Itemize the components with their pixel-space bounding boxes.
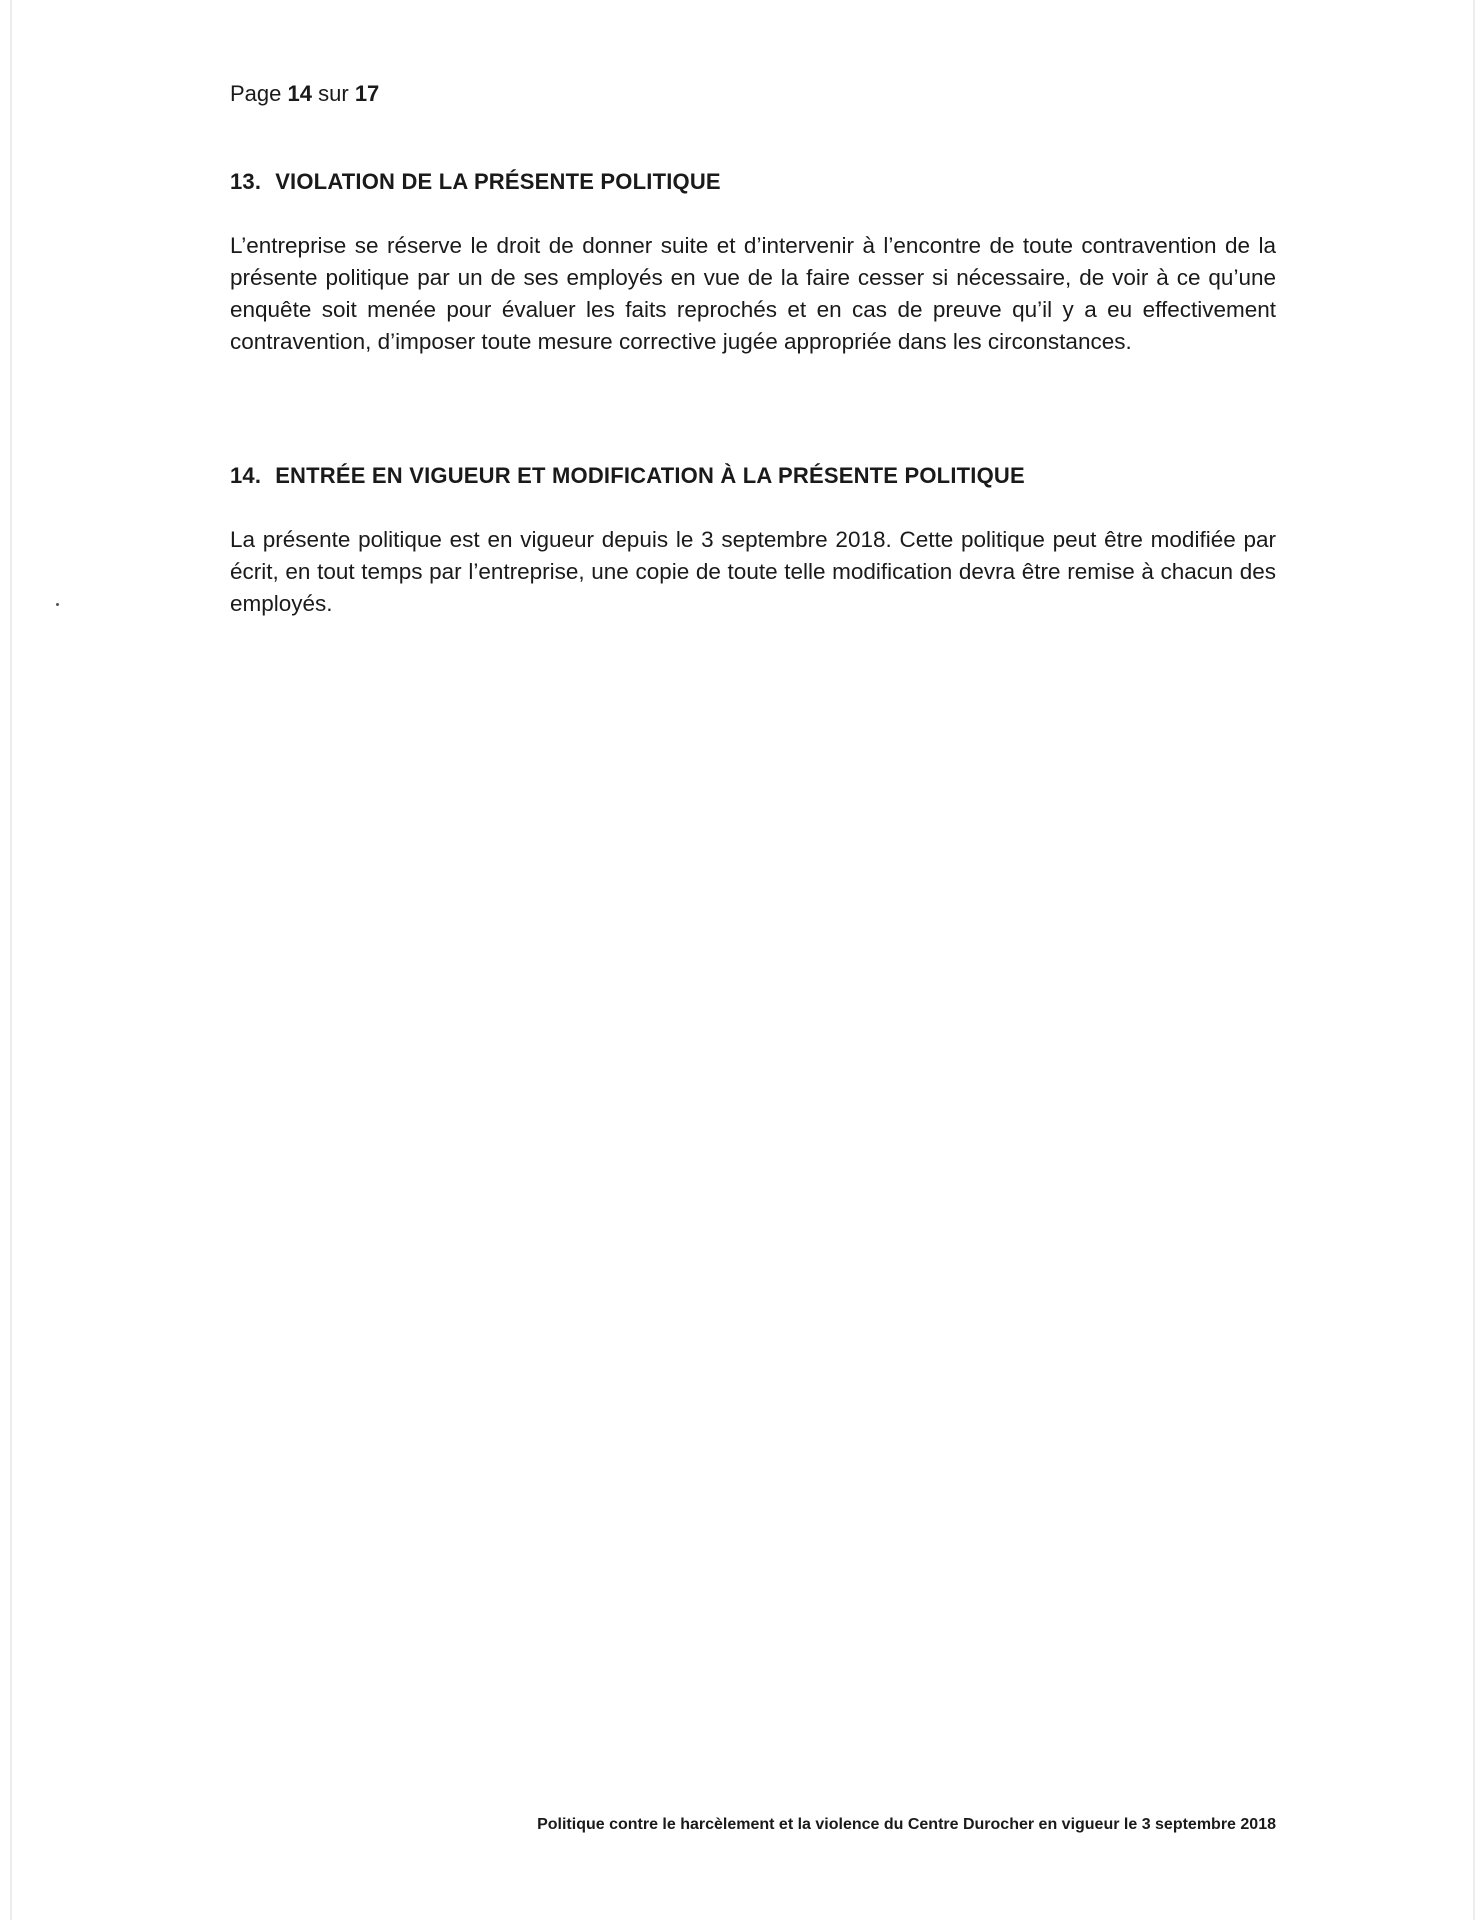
section-body: L’entreprise se réserve le droit de donner suite et d’intervenir à l’encontre de toute contravention de la présente politique par un de ses employés en vue de la faire cesser si nécessaire, de voir à ce qu’une enquête soit menée pour évaluer les faits reprochés et en cas de preuve qu’il y a eu effectivement contravention, d’imposer toute mesure corrective jugée appropriée dans les circonstances. [230,233,1276,354]
page-prefix: Page [230,81,282,106]
section-number: 14. [230,463,262,488]
section-heading [230,462,1276,490]
page-footer: Politique contre le harcèlement et la violence du Centre Durocher en vigueur le 3 septembre 2018 [537,1816,1276,1833]
section-number: 13. [230,169,262,194]
scan-speck [56,603,59,606]
section-body: La présente politique est en vigueur depuis le 3 septembre 2018. Cette politique peut être modifiée par écrit, en tout temps par l’entreprise, une copie de toute telle modification devra être remise à chacun des employés. [230,527,1276,616]
page-separator: sur [318,81,349,106]
section-title: ENTRÉE EN VIGUEUR ET MODIFICATION À LA PRÉSENTE POLITIQUE [275,463,1025,488]
page-edge-right [1473,0,1475,1920]
page-number [230,80,379,108]
page-total: 17 [354,81,380,106]
section-13 [230,168,1276,358]
page-edge-left [10,0,12,1920]
section-heading [230,168,1276,196]
page-current: 14 [287,81,312,106]
section-14 [230,462,1276,620]
section-title: VIOLATION DE LA PRÉSENTE POLITIQUE [275,169,721,194]
